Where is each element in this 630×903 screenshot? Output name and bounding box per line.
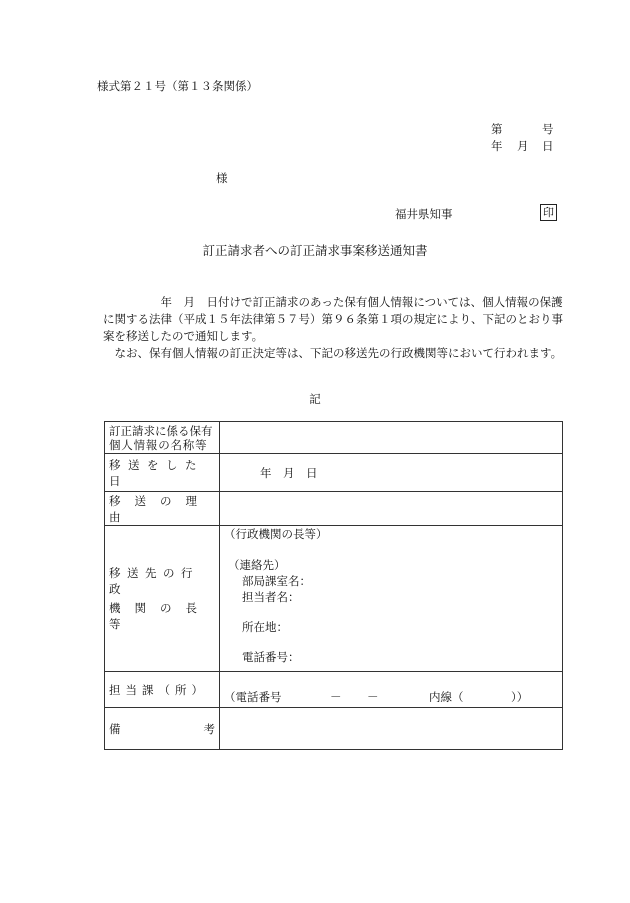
contact-label: （連絡先） — [228, 558, 286, 572]
row-label-transfer-date — [105, 454, 220, 492]
value-destination[interactable] — [220, 526, 563, 672]
address-label: 所在地： — [242, 620, 288, 634]
row-label-info-name — [105, 422, 220, 454]
ki-heading: 記 — [309, 392, 321, 406]
table-row — [105, 492, 563, 526]
doc-number-suffix: 号 — [542, 122, 554, 136]
phone-dash: － — [330, 689, 342, 704]
table-row — [105, 526, 563, 672]
value-info-name[interactable] — [220, 422, 563, 454]
table-row — [105, 422, 563, 454]
closing-parens: ）） — [511, 689, 529, 704]
value-transfer-date[interactable] — [220, 454, 563, 492]
label-text: 担当課（所） — [109, 682, 208, 697]
date-year: 年 — [491, 139, 503, 153]
phone-label: 電話番号： — [242, 650, 300, 664]
value-responsible-section[interactable] — [220, 672, 563, 708]
department-label: 部局課室名： — [242, 574, 311, 588]
document-title: 訂正請求者への訂正請求事案移送通知書 — [202, 243, 428, 258]
issuer-name: 福井県知事 — [395, 207, 453, 221]
row-label-destination — [105, 526, 220, 672]
label-text: 備 — [109, 721, 121, 736]
label-line: 個人情報の名称等 — [109, 437, 208, 452]
label-text: 移送をした日 — [109, 457, 204, 488]
value-remarks[interactable] — [220, 708, 563, 750]
row-label-remarks — [105, 708, 220, 750]
label-text: 考 — [203, 721, 215, 736]
agency-head-label: （行政機関の長等） — [224, 527, 328, 541]
addressee-suffix: 様 — [216, 171, 228, 185]
doc-number-prefix: 第 — [491, 122, 503, 136]
table-row — [105, 708, 563, 750]
date-day: 日 — [542, 139, 554, 153]
value-transfer-reason[interactable] — [220, 492, 563, 526]
transfer-details-table — [104, 421, 563, 750]
phone-open: （電話番号 — [224, 689, 282, 704]
label-line: 移送先の行政 — [109, 566, 199, 596]
body-paragraph-2: なお、保有個人情報の訂正決定等は、下記の移送先の行政機関等において行われます。 — [103, 346, 563, 360]
date-month: 月 — [517, 139, 529, 153]
table-row — [105, 672, 563, 708]
label-line: 訂正請求に係る保有 — [109, 423, 213, 438]
seal-mark: 印 — [540, 204, 557, 221]
person-label: 担当者名： — [242, 590, 300, 604]
date-placeholder: 年 月 日 — [260, 465, 318, 480]
form-number: 様式第２１号（第１３条関係） — [97, 79, 258, 93]
label-line: 機関の長等 — [109, 601, 211, 631]
phone-dash: － — [367, 689, 379, 704]
body-text — [103, 294, 563, 362]
body-paragraph-1: 年 月 日付けで訂正請求のあった保有個人情報については、個人情報の保護に関する法律（平成１５年法律第５７号）第９６条第１項の規定により、下記のとおり事案を移送したので通知します。 — [103, 295, 563, 343]
table-row — [105, 454, 563, 492]
row-label-responsible-section — [105, 672, 220, 708]
extension-label: 内線（ — [429, 689, 464, 704]
row-label-transfer-reason — [105, 492, 220, 526]
label-text: 移送の理由 — [109, 493, 211, 524]
